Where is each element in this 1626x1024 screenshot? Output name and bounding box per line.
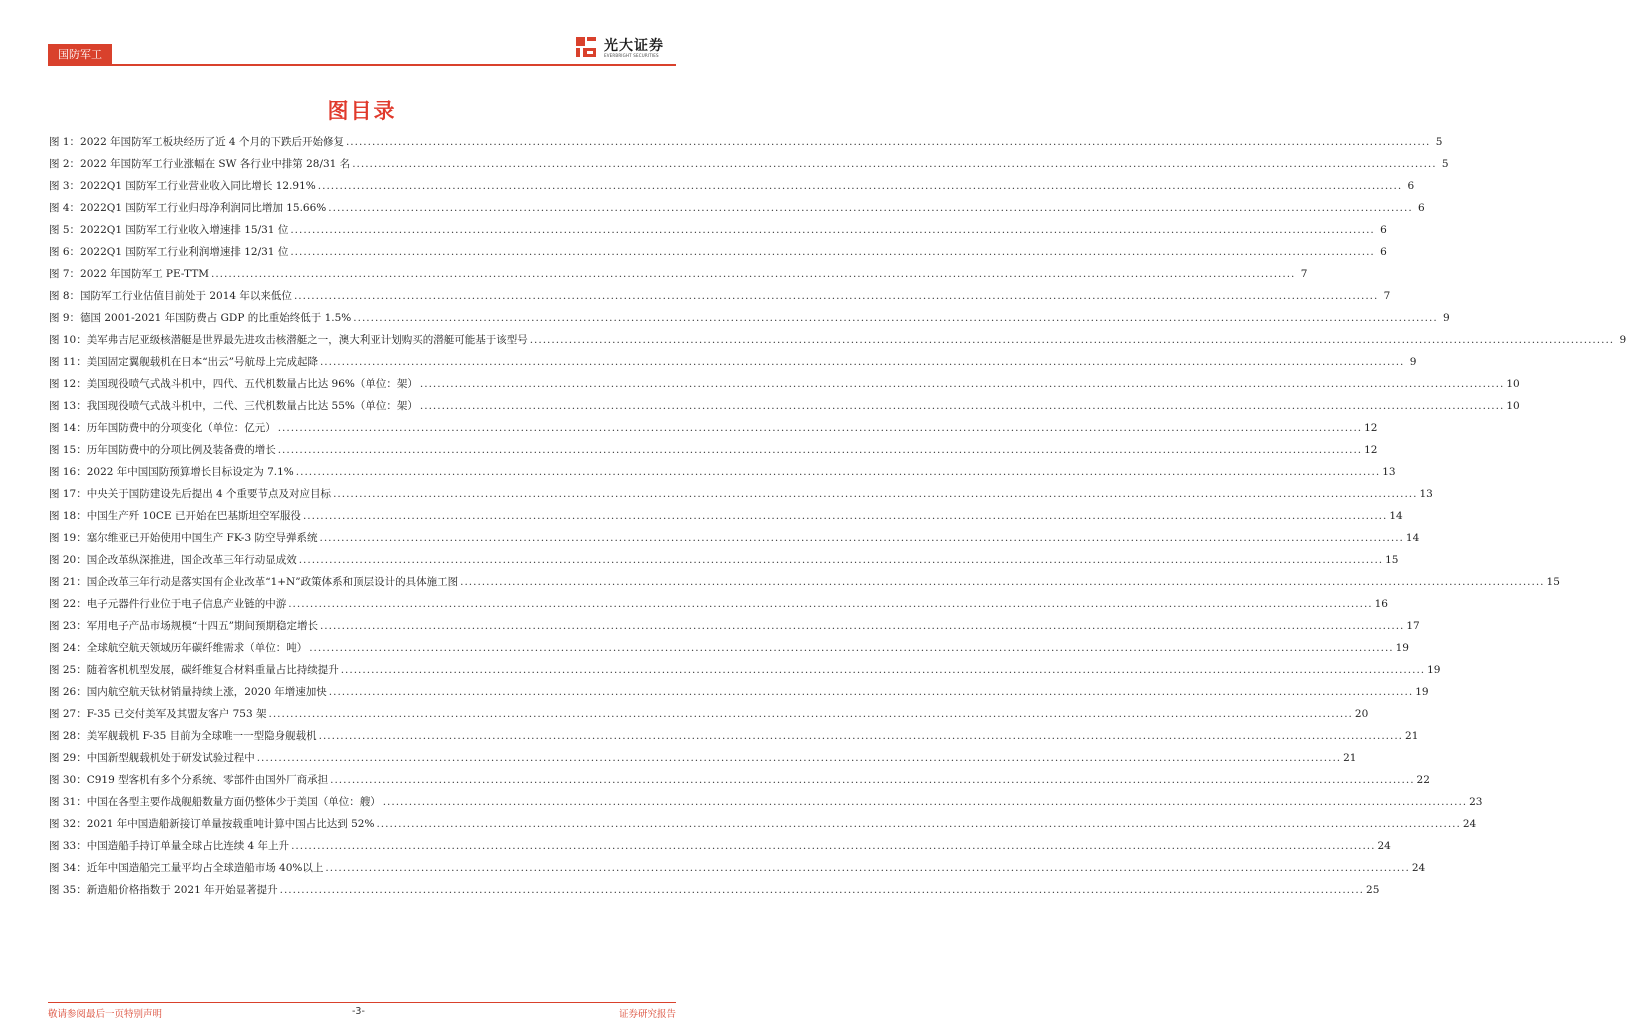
toc-entry-label: 图 4：: [49, 202, 81, 214]
toc-entry-label: 图 22：: [49, 598, 87, 610]
toc-entry-title: 历年国防费中的分项变化（单位：亿元）: [86, 422, 276, 434]
toc-entry-title: 美国现役喷气式战斗机中，四代、五代机数量占比达 96%（单位：架）: [86, 378, 418, 390]
toc-entry-label: 图 2：: [49, 158, 81, 170]
toc-entry-page: 24: [1411, 862, 1426, 874]
toc-entry-label: 图 5：: [49, 224, 81, 236]
toc-entry-label: 图 10：: [49, 334, 87, 346]
toc-entry[interactable]: [49, 659, 1441, 681]
toc-entry-page: 15: [1385, 554, 1399, 566]
toc-entry[interactable]: [49, 373, 1520, 395]
toc-entry-label: 图 23：: [49, 620, 87, 632]
toc-leader-dots: [420, 395, 1504, 417]
toc-entry-title: 塞尔维亚已开始使用中国生产 FK-3 防空导弹系统: [86, 532, 318, 544]
toc-entry[interactable]: [49, 857, 1426, 879]
toc-entry-page: 19: [1415, 686, 1429, 698]
toc-entry[interactable]: [49, 813, 1477, 835]
toc-entry-page: 15: [1546, 576, 1560, 588]
toc-entry-title: 中国新型舰载机处于研发试验过程中: [86, 752, 255, 764]
toc-entry[interactable]: [49, 329, 1626, 351]
toc-entry-title: 2022Q1 国防军工行业归母净利润同比增加 15.66%: [80, 202, 327, 214]
toc-entry-title: 美军弗吉尼亚级核潜艇是世界最先进攻击核潜艇之一，澳大利亚计划购买的潜艇可能基于该型号: [86, 334, 528, 346]
toc-entry[interactable]: [49, 703, 1369, 725]
toc-leader-dots: [341, 659, 1425, 681]
toc-entry[interactable]: [49, 615, 1420, 637]
toc-entry-label: 图 3：: [49, 180, 81, 192]
toc-entry-label: 图 7：: [49, 268, 81, 280]
toc-entry-label: 图 9：: [49, 312, 81, 324]
toc-entry-page: 20: [1354, 708, 1369, 720]
everbright-logo-icon: [574, 35, 600, 61]
toc-entry-title: 国企改革三年行动是落实国有企业改革“1+N”政策体系和顶层设计的具体施工图: [86, 576, 459, 588]
toc-entry[interactable]: [49, 505, 1403, 527]
toc-entry-label: 图 12：: [49, 378, 87, 390]
toc-leader-dots: [290, 219, 1374, 241]
toc-entry[interactable]: [49, 725, 1419, 747]
toc-leader-dots: [353, 307, 1437, 329]
toc-entry-page: 10: [1506, 400, 1520, 412]
figure-list: [49, 131, 1626, 901]
toc-entry[interactable]: [49, 791, 1483, 813]
toc-entry-label: 图 27：: [49, 708, 87, 720]
toc-entry[interactable]: [49, 395, 1520, 417]
footer-divider: [48, 1002, 676, 1003]
toc-entry-page: 9: [1619, 334, 1626, 346]
toc-entry-label: 图 18：: [49, 510, 87, 522]
toc-entry[interactable]: [49, 307, 1450, 329]
toc-entry-page: 17: [1406, 620, 1420, 632]
footer-report-type: 证券研究报告: [618, 1009, 676, 1020]
toc-entry-title: 2022 年国防军工板块经历了近 4 个月的下跌后开始修复: [80, 136, 344, 148]
toc-entry-title: 2022 年中国国防预算增长目标设定为 7.1%: [86, 466, 294, 478]
toc-leader-dots: [303, 505, 1387, 527]
toc-entry-title: 2022 年国防军工行业涨幅在 SW 各行业中排第 28/31 名: [80, 158, 351, 170]
toc-entry-page: 19: [1395, 642, 1409, 654]
page-title: 图目录: [327, 99, 397, 123]
toc-entry-page: 9: [1409, 356, 1417, 368]
toc-entry-label: 图 1：: [49, 136, 81, 148]
toc-leader-dots: [330, 769, 1414, 791]
toc-entry-title: 中国在各型主要作战舰船数量方面仍整体少于美国（单位：艘）: [86, 796, 381, 808]
toc-entry-page: 14: [1389, 510, 1403, 522]
toc-entry-page: 5: [1435, 136, 1443, 148]
toc-entry-title: 美军舰载机 F-35 目前为全球唯一一型隐身舰载机: [86, 730, 317, 742]
toc-entry-label: 图 25：: [49, 664, 87, 676]
toc-leader-dots: [280, 879, 1364, 901]
toc-entry[interactable]: [49, 769, 1430, 791]
toc-entry-title: 军用电子产品市场规模“十四五”期间预期稳定增长: [86, 620, 318, 632]
toc-entry-page: 12: [1364, 422, 1378, 434]
toc-entry-label: 图 13：: [49, 400, 87, 412]
toc-entry[interactable]: [49, 197, 1425, 219]
toc-entry[interactable]: [49, 285, 1391, 307]
toc-entry-title: F-35 已交付美军及其盟友客户 753 架: [86, 708, 267, 720]
toc-entry-page: 23: [1469, 796, 1483, 808]
toc-entry-title: 中央关于国防建设先后提出 4 个重要节点及对应目标: [86, 488, 332, 500]
toc-entry[interactable]: [49, 527, 1420, 549]
toc-entry-label: 图 8：: [49, 290, 81, 302]
toc-entry-label: 图 20：: [49, 554, 87, 566]
toc-entry[interactable]: [49, 461, 1396, 483]
toc-entry[interactable]: [49, 241, 1387, 263]
toc-leader-dots: [299, 549, 1383, 571]
toc-entry-page: 6: [1380, 224, 1387, 236]
toc-entry-page: 14: [1405, 532, 1420, 544]
toc-entry[interactable]: [49, 879, 1380, 901]
toc-leader-dots: [318, 175, 1402, 197]
toc-entry[interactable]: [49, 351, 1417, 373]
toc-entry[interactable]: [49, 175, 1415, 197]
toc-entry-page: 24: [1462, 818, 1477, 830]
toc-leader-dots: [530, 329, 1614, 351]
toc-leader-dots: [320, 615, 1404, 637]
toc-entry-title: 2022Q1 国防军工行业收入增速排 15/31 位: [80, 224, 289, 236]
toc-entry[interactable]: [49, 571, 1560, 593]
toc-entry[interactable]: [49, 153, 1449, 175]
toc-entry-page: 12: [1364, 444, 1378, 456]
toc-entry-label: 图 17：: [49, 488, 87, 500]
toc-entry[interactable]: [49, 483, 1433, 505]
toc-entry-page: 21: [1343, 752, 1357, 764]
toc-entry-page: 7: [1300, 268, 1308, 280]
brand-name: 光大证券: [604, 38, 664, 54]
toc-leader-dots: [294, 285, 1378, 307]
toc-entry-title: 2022Q1 国防军工行业营业收入同比增长 12.91%: [80, 180, 316, 192]
toc-entry-page: 24: [1377, 840, 1391, 852]
toc-entry-label: 图 33：: [49, 840, 87, 852]
toc-entry-page: 22: [1416, 774, 1430, 786]
page-number: -3-: [352, 1006, 365, 1017]
toc-entry-page: 10: [1506, 378, 1520, 390]
toc-entry[interactable]: [49, 835, 1391, 857]
toc-entry-title: 国内航空航天钛材销量持续上涨，2020 年增速加快: [86, 686, 327, 698]
brand-logo: [574, 33, 684, 61]
toc-entry-title: 近年中国造船完工量平均占全球造船市场 40%以上: [86, 862, 324, 874]
toc-entry-label: 图 6：: [49, 246, 81, 258]
toc-entry-label: 图 29：: [49, 752, 87, 764]
toc-entry[interactable]: [49, 637, 1409, 659]
toc-leader-dots: [460, 571, 1544, 593]
brand-name-en: EVERBRIGHT SECURITIES: [604, 53, 659, 58]
toc-leader-dots: [325, 857, 1409, 879]
toc-entry-title: 中国生产歼 10CE 已开始在巴基斯坦空军服役: [86, 510, 301, 522]
toc-entry-title: 中国造船手持订单量全球占比连续 4 年上升: [86, 840, 290, 852]
toc-entry-label: 图 15：: [49, 444, 87, 456]
toc-entry-label: 图 16：: [49, 466, 87, 478]
toc-entry-page: 7: [1383, 290, 1391, 302]
toc-leader-dots: [319, 527, 1403, 549]
toc-entry-page: 21: [1405, 730, 1419, 742]
toc-entry-label: 图 11：: [49, 356, 87, 368]
toc-entry-label: 图 26：: [49, 686, 87, 698]
toc-entry[interactable]: [49, 263, 1308, 285]
toc-leader-dots: [383, 791, 1467, 813]
toc-leader-dots: [376, 813, 1460, 835]
toc-leader-dots: [278, 417, 1362, 439]
toc-entry-page: 6: [1380, 246, 1387, 258]
toc-entry-title: 历年国防费中的分项比例及装备费的增长: [86, 444, 276, 456]
toc-leader-dots: [211, 263, 1295, 285]
toc-entry-label: 图 21：: [49, 576, 87, 588]
toc-entry-page: 16: [1374, 598, 1388, 610]
toc-entry-title: 2022Q1 国防军工行业利润增速排 12/31 位: [80, 246, 289, 258]
toc-entry-title: 国企改革纵深推进，国企改革三年行动显成效: [86, 554, 297, 566]
toc-entry[interactable]: [49, 593, 1388, 615]
toc-entry-title: 德国 2001-2021 年国防费占 GDP 的比重始终低于 1.5%: [80, 312, 352, 324]
toc-entry-label: 图 34：: [49, 862, 87, 874]
toc-entry[interactable]: [49, 549, 1399, 571]
toc-entry[interactable]: [49, 439, 1378, 461]
toc-entry-page: 13: [1419, 488, 1433, 500]
toc-leader-dots: [296, 461, 1380, 483]
toc-entry-label: 图 32：: [49, 818, 87, 830]
toc-leader-dots: [290, 241, 1374, 263]
toc-leader-dots: [278, 439, 1362, 461]
toc-entry-page: 6: [1418, 202, 1425, 214]
toc-entry-label: 图 31：: [49, 796, 87, 808]
toc-entry[interactable]: [49, 417, 1378, 439]
toc-entry-label: 图 35：: [49, 884, 87, 896]
toc-entry-page: 5: [1441, 158, 1449, 170]
toc-entry-title: 我国现役喷气式战斗机中，二代、三代机数量占比达 55%（单位：架）: [86, 400, 418, 412]
toc-leader-dots: [420, 373, 1504, 395]
toc-leader-dots: [291, 835, 1375, 857]
toc-leader-dots: [352, 153, 1436, 175]
toc-entry[interactable]: [49, 131, 1443, 153]
toc-entry[interactable]: [49, 219, 1387, 241]
header-divider: [48, 64, 676, 66]
toc-leader-dots: [288, 593, 1372, 615]
toc-entry-page: 25: [1366, 884, 1380, 896]
toc-leader-dots: [320, 351, 1404, 373]
toc-leader-dots: [319, 725, 1403, 747]
toc-entry-title: 美国固定翼舰载机在日本“出云”号航母上完成起降: [86, 356, 318, 368]
toc-entry-label: 图 14：: [49, 422, 87, 434]
footer-disclaimer: 敬请参阅最后一页特别声明: [48, 1009, 163, 1020]
toc-entry-title: 国防军工行业估值目前处于 2014 年以来低位: [80, 290, 292, 302]
toc-entry[interactable]: [49, 747, 1357, 769]
toc-entry-label: 图 28：: [49, 730, 87, 742]
toc-entry-label: 图 30：: [49, 774, 87, 786]
toc-entry-title: 电子元器件行业位于电子信息产业链的中游: [86, 598, 287, 610]
toc-entry-page: 9: [1443, 312, 1450, 324]
toc-entry-title: 全球航空航天领域历年碳纤维需求（单位：吨）: [86, 642, 308, 654]
toc-leader-dots: [328, 197, 1412, 219]
section-tag: 国防军工: [48, 44, 112, 64]
toc-entry-title: 2021 年中国造船新接订单量按载重吨计算中国占比达到 52%: [86, 818, 375, 830]
toc-leader-dots: [309, 637, 1393, 659]
toc-entry-title: 2022 年国防军工 PE-TTM: [80, 268, 209, 280]
toc-entry[interactable]: [49, 681, 1429, 703]
toc-entry-label: 图 24：: [49, 642, 87, 654]
toc-leader-dots: [346, 131, 1430, 153]
toc-entry-title: C919 型客机有多个分系统、零部件由国外厂商承担: [86, 774, 329, 786]
toc-entry-page: 6: [1407, 180, 1415, 192]
toc-leader-dots: [257, 747, 1341, 769]
toc-entry-page: 19: [1427, 664, 1441, 676]
toc-entry-page: 13: [1382, 466, 1396, 478]
toc-leader-dots: [268, 703, 1352, 725]
toc-entry-label: 图 19：: [49, 532, 87, 544]
toc-entry-title: 随着客机机型发展，碳纤维复合材料重量占比持续提升: [86, 664, 339, 676]
toc-leader-dots: [333, 483, 1417, 505]
toc-entry-title: 新造船价格指数于 2021 年开始显著提升: [86, 884, 278, 896]
toc-leader-dots: [329, 681, 1413, 703]
